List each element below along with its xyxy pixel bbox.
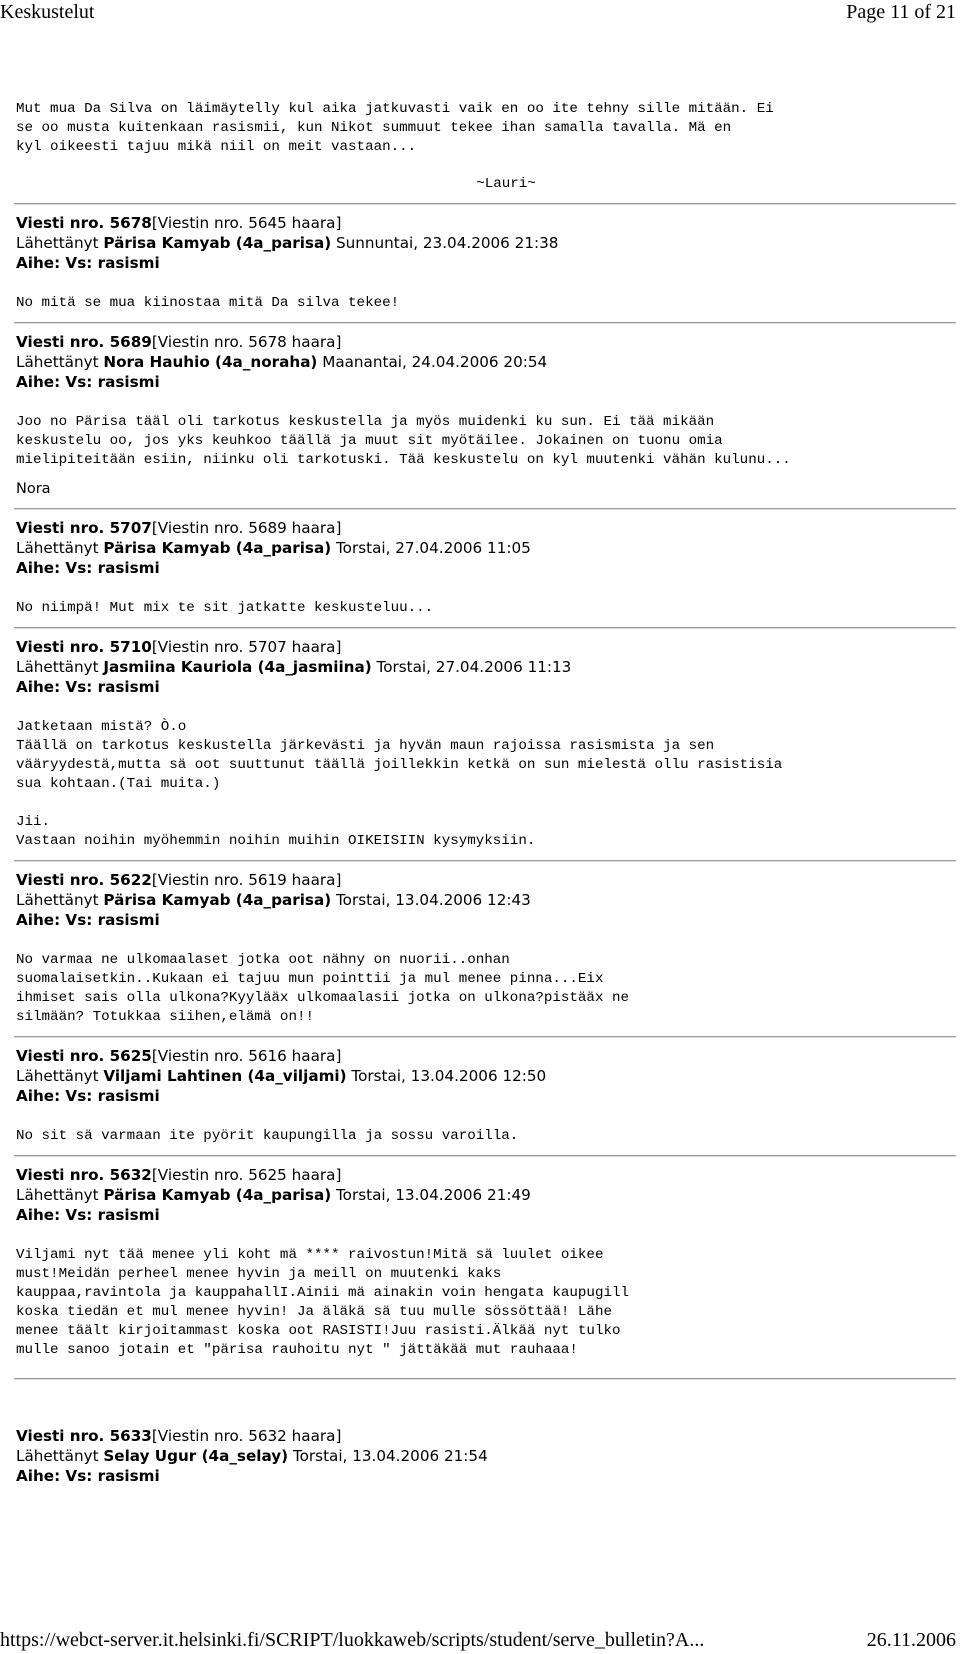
parent-link[interactable]: 5632 xyxy=(248,1427,287,1445)
body-line: mulle sanoo jotain et "pärisa rauhoitu nyt " jättäkää mut rauhaaa! xyxy=(16,1342,578,1358)
subject-line: Aihe: Vs: rasismi xyxy=(16,1467,160,1485)
separator xyxy=(14,627,956,629)
page-number: Page 11 of 21 xyxy=(846,1,956,23)
message xyxy=(16,1046,956,1146)
separator xyxy=(14,203,956,205)
subject-line: Aihe: Vs: rasismi xyxy=(16,254,160,272)
body-line: menee täält kirjoitammast koska oot RASISTI!Juu rasisti.Älkää nyt tulko xyxy=(16,1323,621,1339)
page-header xyxy=(0,0,960,26)
message-number: 5710 xyxy=(109,638,152,656)
message xyxy=(16,518,956,618)
body-line: keskustelu oo, jos yks keuhkoo täällä ja muut sit myötäilee. Jokainen on tuonu omia xyxy=(16,433,723,449)
intro-signature: ~Lauri~ xyxy=(476,176,536,192)
sender-line: Lähettänyt Pärisa Kamyab (4a_parisa) Torstai, 13.04.2006 21:49 xyxy=(16,1186,531,1204)
message-number: 5625 xyxy=(109,1047,152,1065)
subject-line: Aihe: Vs: rasismi xyxy=(16,1087,160,1105)
post-date: Torstai, 13.04.2006 12:43 xyxy=(335,891,531,909)
parent-link[interactable]: 5645 xyxy=(248,214,287,232)
message xyxy=(16,213,956,313)
subject-line: Aihe: Vs: rasismi xyxy=(16,911,160,929)
sender-name: Pärisa Kamyab (4a_parisa) xyxy=(103,1186,332,1204)
separator xyxy=(14,508,956,510)
footer-url[interactable]: https://webct-server.it.helsinki.fi/SCRIPT/luokkaweb/scripts/student/serve_bulletin?A... xyxy=(0,1629,705,1651)
body-line: ihmiset sais olla ulkona?Kyylääx ulkomaalasii jotka on ulkona?pistääx ne xyxy=(16,990,629,1006)
post-date: Torstai, 27.04.2006 11:05 xyxy=(335,539,531,557)
subject-line: Aihe: Vs: rasismi xyxy=(16,373,160,391)
body-line: sua kohtaan.(Tai muita.) xyxy=(16,776,221,792)
post-date: Sunnuntai, 23.04.2006 21:38 xyxy=(335,234,559,252)
message-number-line: Viesti nro. 5625[Viestin nro. 5616 haara] xyxy=(16,1047,342,1065)
message xyxy=(16,332,956,499)
intro-line: se oo musta kuitenkaan rasismii, kun Nikot summuut tekee ihan samalla tavalla. Mä en xyxy=(16,120,732,136)
body-line: Jii. xyxy=(16,814,51,830)
sender-name: Viljami Lahtinen (4a_viljami) xyxy=(103,1067,347,1085)
message-body xyxy=(16,1246,956,1369)
sender-name: Nora Hauhio (4a_noraha) xyxy=(103,353,318,371)
message-body xyxy=(16,599,956,618)
body-line: suomalaisetkin..Kukaan ei tajuu mun pointtii ja mul menee pinna...Eix xyxy=(16,971,604,987)
subject-line: Aihe: Vs: rasismi xyxy=(16,1206,160,1224)
message-body xyxy=(16,1127,956,1146)
sender-name: Pärisa Kamyab (4a_parisa) xyxy=(103,234,332,252)
sender-line: Lähettänyt Pärisa Kamyab (4a_parisa) Torstai, 13.04.2006 12:43 xyxy=(16,891,531,909)
separator xyxy=(14,1155,956,1157)
body-line: must!Meidän perheel menee hyvin ja meill on muutenki kaks xyxy=(16,1266,502,1282)
post-date: Maanantai, 24.04.2006 20:54 xyxy=(322,353,548,371)
separator xyxy=(14,1378,956,1380)
message-body xyxy=(16,413,956,499)
body-line: kauppaa,ravintola ja kauppahallI.Ainii mä ainakin voin hengata kaupugill xyxy=(16,1285,629,1301)
message-number: 5622 xyxy=(109,871,152,889)
message-number: 5689 xyxy=(109,333,152,351)
message-number: 5678 xyxy=(109,214,152,232)
post-date: Torstai, 27.04.2006 11:13 xyxy=(376,658,572,676)
body-line: No varmaa ne ulkomaalaset jotka oot nähny on nuorii..onhan xyxy=(16,952,510,968)
message-body xyxy=(16,294,956,313)
message-number-line: Viesti nro. 5678[Viestin nro. 5645 haara] xyxy=(16,214,342,232)
document-title: Keskustelut xyxy=(0,1,95,23)
sender-name: Pärisa Kamyab (4a_parisa) xyxy=(103,891,332,909)
parent-link[interactable]: 5678 xyxy=(248,333,287,351)
subject-line: Aihe: Vs: rasismi xyxy=(16,678,160,696)
post-date: Torstai, 13.04.2006 12:50 xyxy=(351,1067,547,1085)
parent-link[interactable]: 5625 xyxy=(248,1166,287,1184)
sender-line: Lähettänyt Pärisa Kamyab (4a_parisa) Sunnuntai, 23.04.2006 21:38 xyxy=(16,234,559,252)
sender-line: Lähettänyt Jasmiina Kauriola (4a_jasmiina) Torstai, 27.04.2006 11:13 xyxy=(16,658,572,676)
separator xyxy=(14,1036,956,1038)
body-line: Jatketaan mistä? Ò.o xyxy=(16,719,187,735)
post-date: Torstai, 13.04.2006 21:49 xyxy=(335,1186,531,1204)
body-line: vääryydestä,mutta sä oot suuttunut täällä joillekkin ketkä on sun mielestä ollu rasistisia xyxy=(16,757,783,773)
sender-name: Selay Ugur (4a_selay) xyxy=(103,1447,289,1465)
page-footer xyxy=(0,1628,960,1654)
intro-line: kyl oikeesti tajuu mikä niil on meit vastaan... xyxy=(16,139,417,155)
parent-link[interactable]: 5616 xyxy=(248,1047,287,1065)
message-number-line: Viesti nro. 5707[Viestin nro. 5689 haara] xyxy=(16,519,342,537)
message xyxy=(16,870,956,1027)
message-number: 5707 xyxy=(109,519,152,537)
parent-link[interactable]: 5689 xyxy=(248,519,287,537)
message-body xyxy=(16,718,956,851)
intro-line: Mut mua Da Silva on läimäytelly kul aika jatkuvasti vaik en oo ite tehny sille mitään. Ei xyxy=(16,101,774,117)
body-line: Viljami nyt tää menee yli koht mä **** raivostun!Mitä sä luulet oikee xyxy=(16,1247,604,1263)
parent-link[interactable]: 5707 xyxy=(248,638,287,656)
body-line: No niimpä! Mut mix te sit jatkatte keskusteluu... xyxy=(16,600,434,616)
message-number: 5632 xyxy=(109,1166,152,1184)
message xyxy=(16,637,956,851)
intro-text xyxy=(16,100,956,194)
footer-date: 26.11.2006 xyxy=(866,1629,956,1651)
sender-line: Lähettänyt Pärisa Kamyab (4a_parisa) Torstai, 27.04.2006 11:05 xyxy=(16,539,531,557)
body-line: Vastaan noihin myöhemmin noihin muihin OIKEISIIN kysymyksiin. xyxy=(16,833,536,849)
parent-link[interactable]: 5619 xyxy=(248,871,287,889)
message-signature: Nora xyxy=(16,481,51,497)
sender-name: Pärisa Kamyab (4a_parisa) xyxy=(103,539,332,557)
body-line: mielipiteitään esiin, niinku oli tarkotuski. Tää keskustelu on kyl muutenki vähän kulunu... xyxy=(16,452,791,468)
body-line: koska tiedän et mul menee hyvin! Ja äläkä sä tuu mulle sössöttää! Lähe xyxy=(16,1304,612,1320)
bulletin-content xyxy=(16,100,956,1486)
message xyxy=(16,1165,956,1369)
message-number-line: Viesti nro. 5689[Viestin nro. 5678 haara] xyxy=(16,333,342,351)
separator xyxy=(14,860,956,862)
body-line: No sit sä varmaan ite pyörit kaupungilla ja sossu varoilla. xyxy=(16,1128,519,1144)
sender-line: Lähettänyt Selay Ugur (4a_selay) Torstai, 13.04.2006 21:54 xyxy=(16,1447,488,1465)
message-number-line: Viesti nro. 5633[Viestin nro. 5632 haara] xyxy=(16,1427,342,1445)
message xyxy=(16,1426,956,1486)
body-line: No mitä se mua kiinostaa mitä Da silva tekee! xyxy=(16,295,400,311)
post-date: Torstai, 13.04.2006 21:54 xyxy=(292,1447,488,1465)
separator xyxy=(14,322,956,324)
message-body xyxy=(16,951,956,1027)
message-number-line: Viesti nro. 5632[Viestin nro. 5625 haara] xyxy=(16,1166,342,1184)
message-number-line: Viesti nro. 5710[Viestin nro. 5707 haara] xyxy=(16,638,342,656)
body-line: silmään? Totukkaa siihen,elämä on!! xyxy=(16,1009,314,1025)
subject-line: Aihe: Vs: rasismi xyxy=(16,559,160,577)
body-line: Joo no Pärisa tääl oli tarkotus keskustella ja myös muidenki ku sun. Ei tää mikään xyxy=(16,414,715,430)
message-number: 5633 xyxy=(109,1427,152,1445)
body-line: Täällä on tarkotus keskustella järkevästi ja hyvän maun rajoissa rasismista ja sen xyxy=(16,738,715,754)
sender-line: Lähettänyt Viljami Lahtinen (4a_viljami) Torstai, 13.04.2006 12:50 xyxy=(16,1067,547,1085)
sender-name: Jasmiina Kauriola (4a_jasmiina) xyxy=(103,658,372,676)
sender-line: Lähettänyt Nora Hauhio (4a_noraha) Maanantai, 24.04.2006 20:54 xyxy=(16,353,548,371)
message-number-line: Viesti nro. 5622[Viestin nro. 5619 haara] xyxy=(16,871,342,889)
